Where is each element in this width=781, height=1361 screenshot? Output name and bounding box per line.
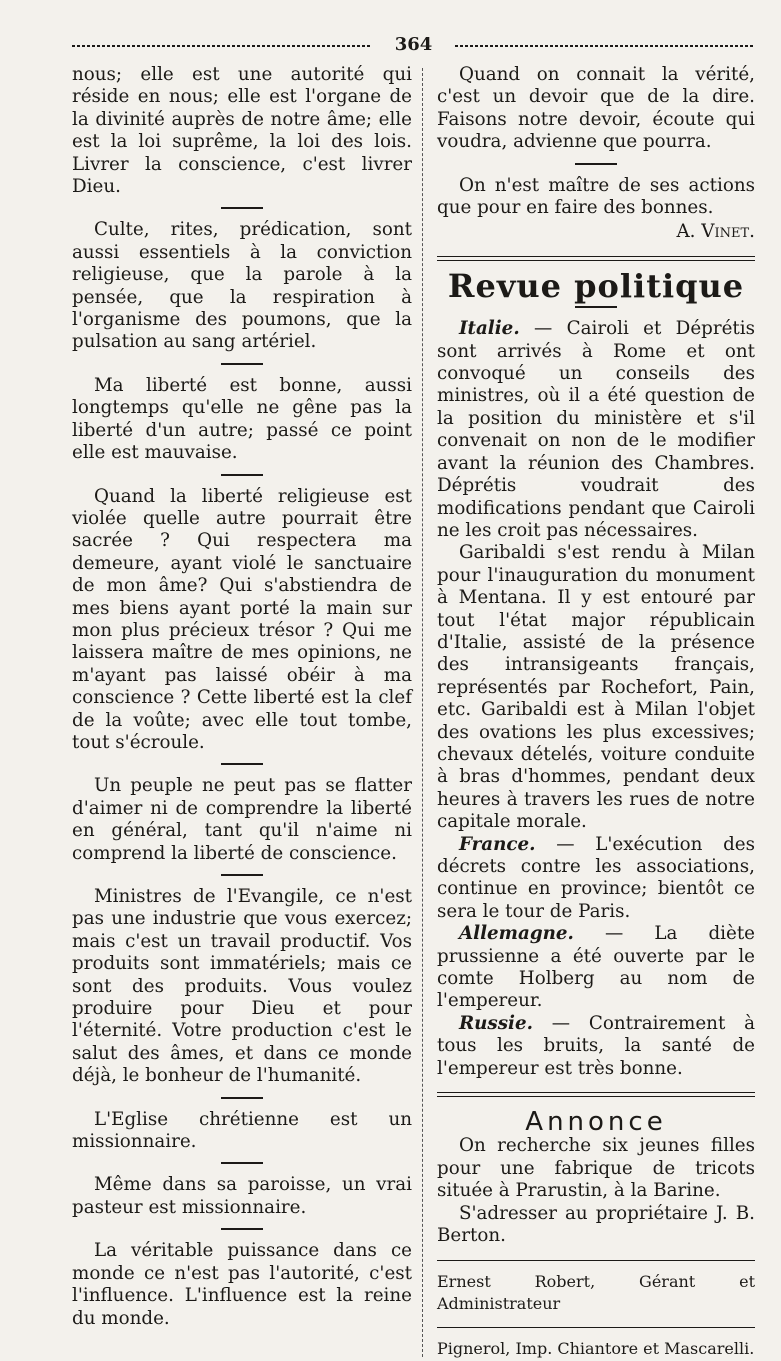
separator xyxy=(221,363,263,365)
aphorism-paragraph: Même dans sa paroisse, un vrai pasteur est missionnaire. xyxy=(72,1174,412,1218)
quote-paragraph: Quand on connait la vérité, c'est un devoir que de la dire. Faisons notre devoir, écoute qui voudra, advienne que pourra. xyxy=(437,64,755,153)
separator xyxy=(221,874,263,876)
aphorism-paragraph: nous; elle est une autorité qui réside en nous; elle est l'organe de la divinité auprès de notre âme; elle est la loi suprême, la loi des lois. Livrer la conscience, c'est livrer Dieu. xyxy=(72,64,412,198)
separator xyxy=(575,163,617,165)
separator xyxy=(221,763,263,765)
news-text: Garibaldi s'est rendu à Milan pour l'inauguration du monument à Mentana. Il y est entouré par tout l'état major républicain d'Italie, assisté de la présence des intransigeants français, représentés par Rochefort, Pain, etc. Garibaldi est à Milan l'objet des ovations les plus excessives; chevaux dételés, voiture conduite à bras d'hommes, pendant deux heures à travers les rues de notre capitale morale. xyxy=(437,542,755,833)
annonce-paragraph: On recherche six jeunes filles pour une fabrique de tricots située à Prarustin, à la Barine. xyxy=(437,1135,755,1202)
news-item xyxy=(437,923,755,1013)
news-country: Russie. xyxy=(458,1012,533,1034)
news-country: Italie. xyxy=(458,318,520,340)
news-country: Allemagne. xyxy=(458,923,574,945)
news-country: France. xyxy=(458,833,536,855)
aphorism-paragraph: Culte, rites, prédication, sont aussi essentiels à la conviction religieuse, que la parole à la pensée, que la respiration à l'organisme des poumons, que la pulsation au sang artériel. xyxy=(72,219,412,353)
footer-rule xyxy=(437,1260,755,1261)
news-item xyxy=(437,1013,755,1080)
publisher-credit: Ernest Robert, Gérant et Administrateur xyxy=(437,1271,755,1313)
aphorism-paragraph: Ministres de l'Evangile, ce n'est pas une industrie que vous exercez; mais c'est un travail productif. Vos produits sont immatériels; mais ce sont des produits. Vous voulez produire pour Dieu et pour l'éternité. Votre production c'est le salut des âmes, et dans ce monde déjà, le bonheur de l'humanité. xyxy=(72,886,412,1087)
separator xyxy=(221,1097,263,1099)
news-item xyxy=(437,542,755,833)
news-item xyxy=(437,834,755,924)
section-rule xyxy=(437,1092,755,1097)
news-text: — Contrairement à tous les bruits, la santé de l'empereur est très bonne. xyxy=(437,1012,755,1079)
section-rule xyxy=(437,256,755,261)
aphorism-paragraph: Ma liberté est bonne, aussi longtemps qu'elle ne gêne pas la liberté d'un autre; passé ce point elle est mauvaise. xyxy=(72,374,412,464)
section-title: Revue politique xyxy=(447,266,745,305)
quote-paragraph: On n'est maître de ses actions que pour en faire des bonnes. xyxy=(437,174,755,219)
separator xyxy=(221,1162,263,1164)
header-ornament-left xyxy=(72,45,372,47)
aphorism-paragraph: Quand la liberté religieuse est violée quelle autre pourrait être sacrée ? Qui respectera ma demeure, ayant violé le sanctuaire de mon âme? Qui s'abstiendra de mes biens ayant porté la main sur mon plus précieux trésor ? Qui me laissera maître de mes opinions, ne m'ayant pas laissé obéir à ma conscience ? Cette liberté est la clef de la voûte; avec elle tout tombe, tout s'écroule. xyxy=(72,485,412,753)
news-item xyxy=(437,318,755,542)
news-text: — L'exécution des décrets contre les associations, continue en province; bientôt ce sera le tour de Paris. xyxy=(437,833,755,922)
news-text: — La diète prussienne a été ouverte par le comte Holberg au nom de l'empereur. xyxy=(437,923,755,1012)
page-header xyxy=(72,34,755,58)
signature: A. Vinet. xyxy=(676,221,755,243)
separator xyxy=(221,207,263,209)
footer-rule xyxy=(437,1327,755,1328)
aphorism-paragraph: La véritable puissance dans ce monde ce n'est pas l'autorité, c'est l'influence. L'influence est la reine du monde. xyxy=(72,1240,412,1329)
separator xyxy=(221,1228,263,1230)
page-number: 364 xyxy=(394,34,433,55)
aphorism-paragraph: L'Eglise chrétienne est un missionnaire. xyxy=(72,1108,412,1153)
right-column xyxy=(423,64,755,1361)
aphorism-paragraph: Un peuple ne peut pas se flatter d'aimer ni de comprendre la liberté en général, tant qu'il n'aime ni comprend la liberté de conscience. xyxy=(72,775,412,864)
left-column xyxy=(72,64,422,1361)
printer-credit: Pignerol, Imp. Chiantore et Mascarelli. xyxy=(437,1339,755,1359)
separator xyxy=(575,306,617,308)
annonce-title: Annonce xyxy=(525,1107,667,1138)
annonce-paragraph: S'adresser au propriétaire J. B. Berton. xyxy=(437,1202,755,1247)
separator xyxy=(221,474,263,476)
header-ornament-right xyxy=(455,45,755,47)
news-text: — Cairoli et Déprétis sont arrivés à Rome et ont convoqué un conseils des ministres, où il a été question de la position du ministère et s'il convenait on non de le modifier avant la réunion des Chambres. Déprétis voudrait des modifications pendant que Cairoli ne les croit pas nécessaires. xyxy=(437,318,755,541)
